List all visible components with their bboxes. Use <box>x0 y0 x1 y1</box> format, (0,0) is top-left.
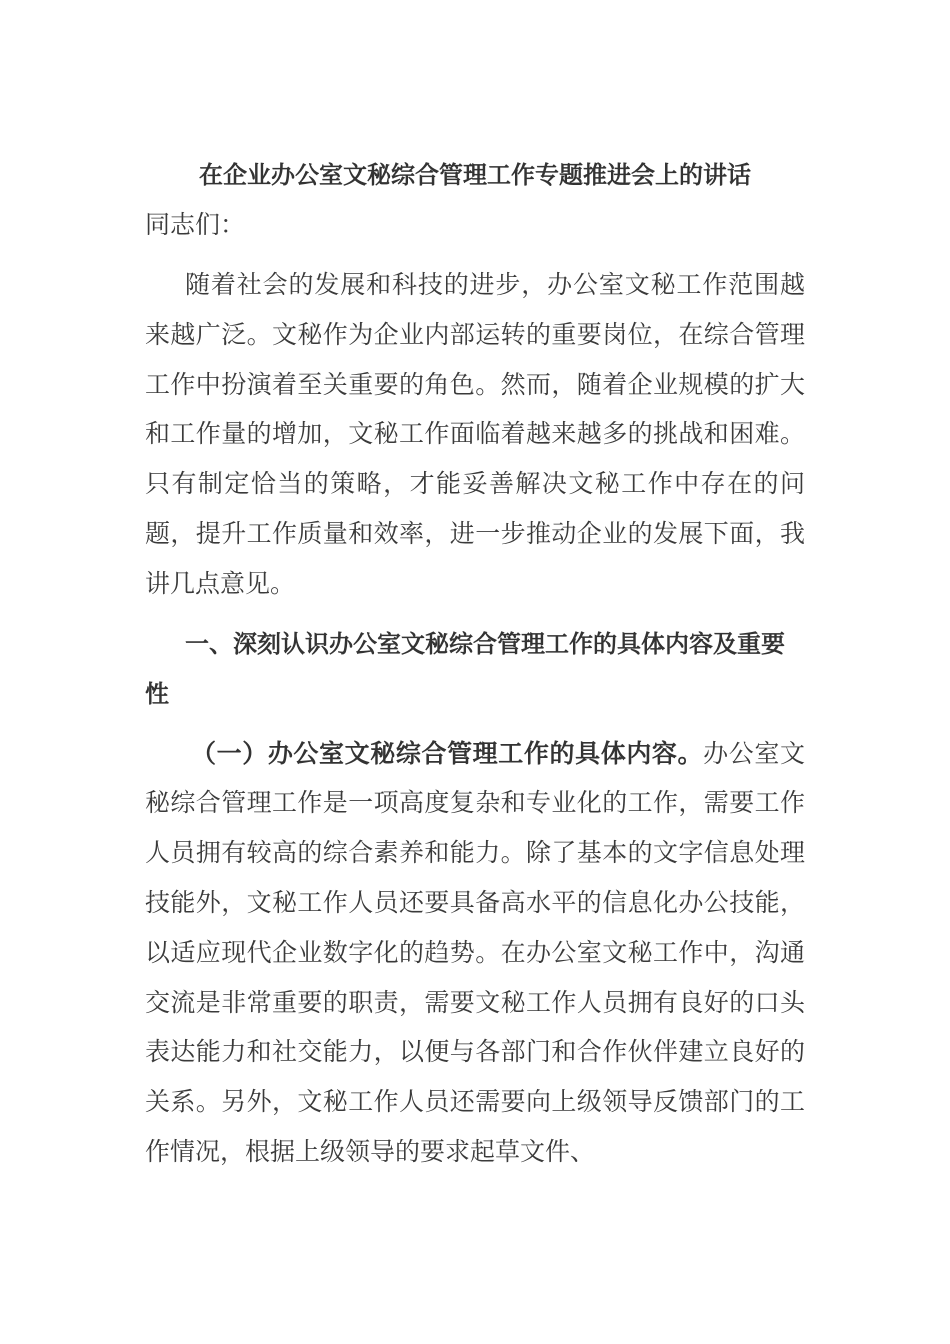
salutation: 同志们： <box>145 210 246 239</box>
section-1-1-body: 办公室文秘综合管理工作是一项高度复杂和专业化的工作，需要工作人员拥有较高的综合素养和能力。除了基本的文字信息处理技能外，文秘工作人员还要具备高水平的信息化办公技能，以适应现代企业数字化的趋势。在办公室文秘工作中，沟通交流是非常重要的职责，需要文秘工作人员拥有良好的口头表达能力和社交能力，以便与各部门和合作伙伴建立良好的关系。另外，文秘工作人员还需要向上级领导反馈部门的工作情况，根据上级领导的要求起草文件、 <box>145 738 805 1166</box>
document-title: 在企业办公室文秘综合管理工作专题推进会上的讲话 <box>199 161 751 189</box>
intro-paragraph: 随着社会的发展和科技的进步，办公室文秘工作范围越来越广泛。文秘作为企业内部运转的重要岗位，在综合管理工作中扮演着至关重要的角色。然而，随着企业规模的扩大和工作量的增加，文秘工作面临着越来越多的挑战和困难。只有制定恰当的策略，才能妥善解决文秘工作中存在的问题，提升工作质量和效率，进一步推动企业的发展下面，我讲几点意见。 <box>145 270 805 598</box>
section-1-1-paragraph <box>145 729 805 1177</box>
section-1-heading: 一、深刻认识办公室文秘综合管理工作的具体内容及重要性 <box>145 629 785 708</box>
document-page <box>145 150 805 1177</box>
section-1-1-heading: （一）办公室文秘综合管理工作的具体内容。 <box>191 738 704 768</box>
